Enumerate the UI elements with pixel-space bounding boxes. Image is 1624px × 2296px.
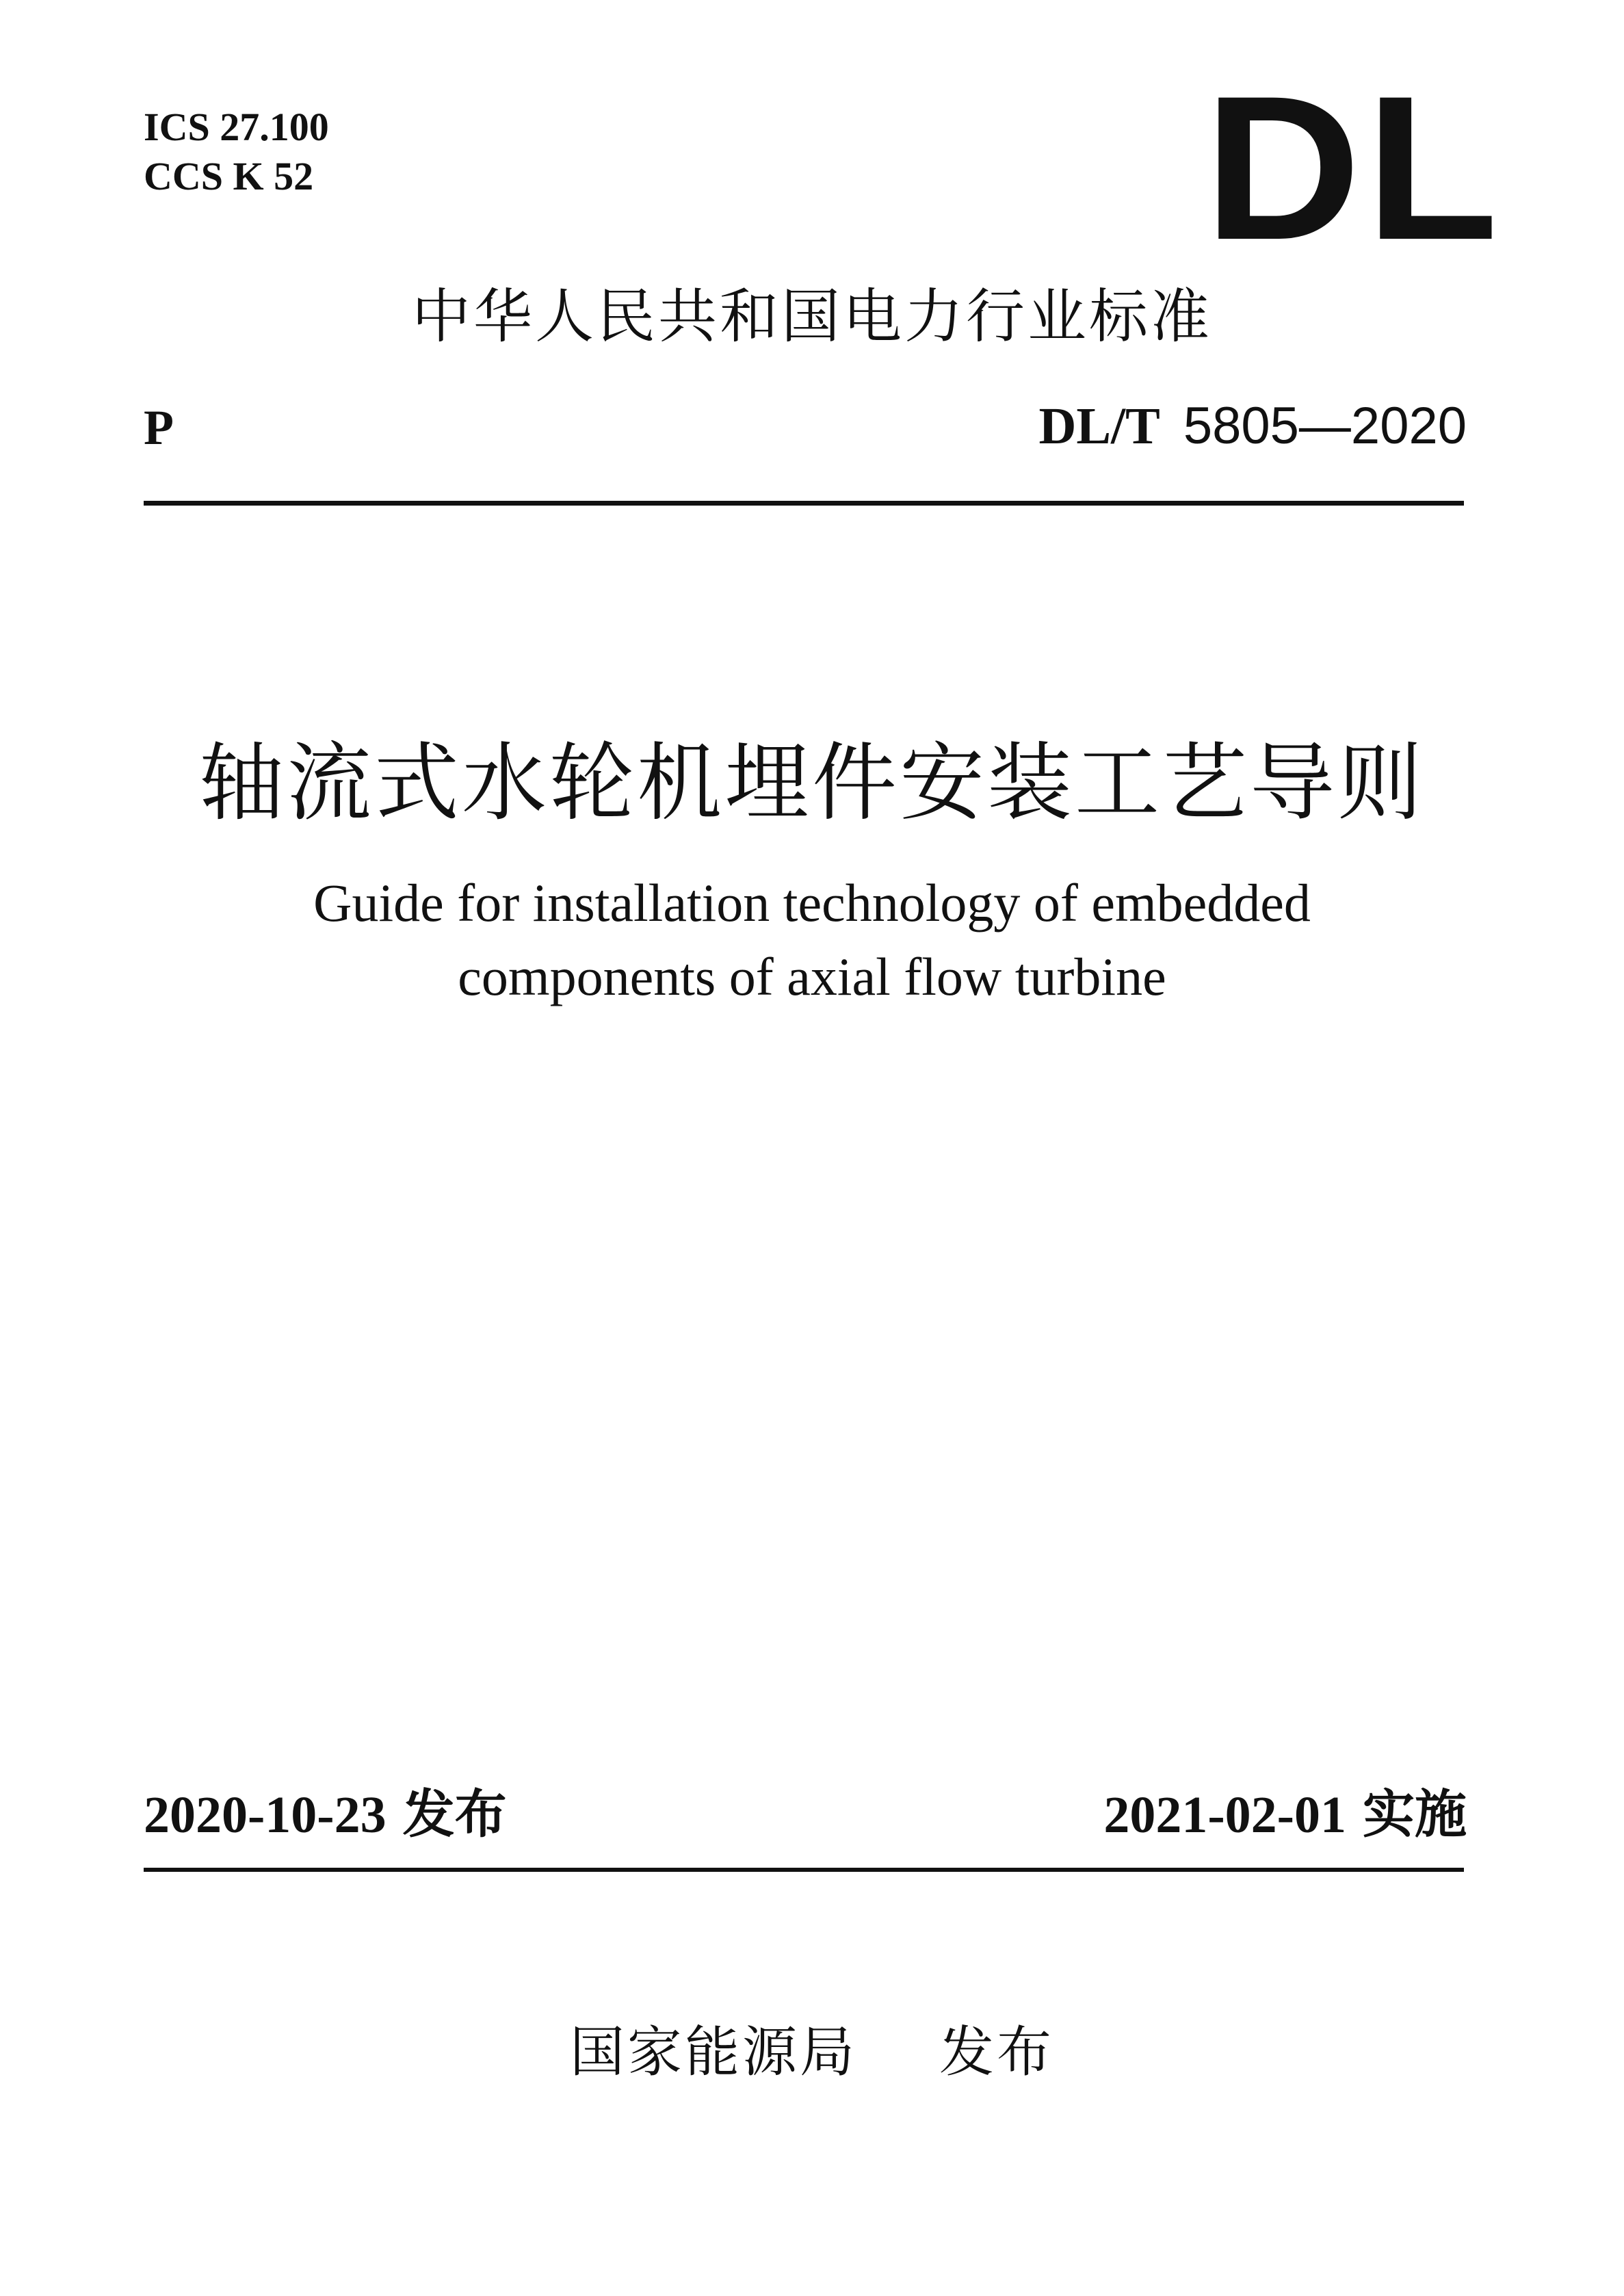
- ccs-code: CCS K 52: [144, 154, 314, 198]
- publisher-line: [0, 2018, 1624, 2087]
- publisher-label: 发布: [939, 2020, 1054, 2084]
- chinese-title: 轴流式水轮机埋件安装工艺导则: [198, 734, 1425, 833]
- issue-date: 2020-10-23: [144, 1786, 387, 1844]
- dl-logo: DL: [1204, 53, 1503, 283]
- standard-number-prefix: DL/T: [1038, 397, 1160, 455]
- english-title-line-2: components of axial flow turbine: [458, 947, 1166, 1006]
- standard-number-value: 5805—2020: [1183, 397, 1467, 455]
- issue-label: 发布: [402, 1784, 507, 1844]
- english-title-line-1: Guide for installation technology of embedded: [313, 873, 1311, 932]
- implement-date: 2021-02-01: [1103, 1786, 1346, 1844]
- national-standard-title: 中华人民共和国电力行业标准: [412, 283, 1212, 351]
- implement-label: 实施: [1363, 1784, 1467, 1844]
- implement-date-block: [1103, 1782, 1467, 1848]
- issue-date-block: [144, 1782, 507, 1848]
- category-code: P: [144, 400, 174, 455]
- ics-code: ICS 27.100: [144, 105, 329, 149]
- top-divider: [144, 501, 1464, 506]
- publisher-name: 国家能源局: [570, 2020, 857, 2084]
- bottom-divider: [144, 1868, 1464, 1872]
- standard-number: [1038, 395, 1467, 457]
